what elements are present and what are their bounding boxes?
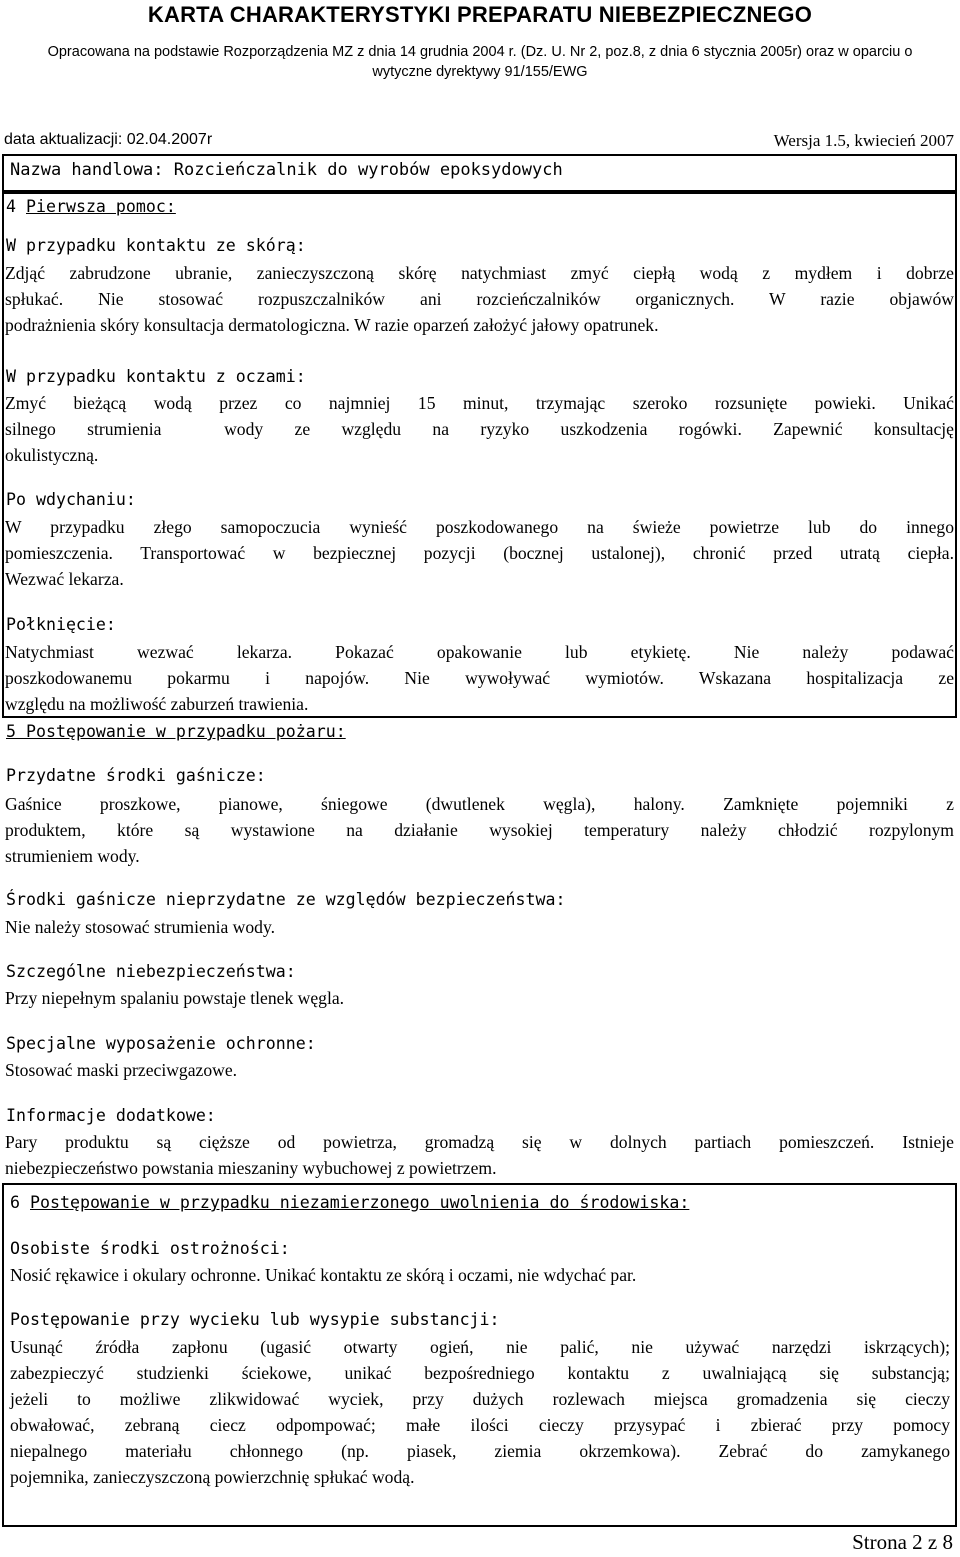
text-line: Wezwać lekarza.	[5, 569, 124, 589]
text-line: silnego strumienia wody ze względu na ryzyko uszkodzenia rogówki. Zapewnić konsultację	[5, 419, 954, 439]
section-4-title: Pierwsza pomoc:	[26, 197, 176, 216]
personal-precautions-text	[10, 1262, 954, 1288]
inhalation-heading: Po wdychaniu:	[6, 490, 136, 509]
text-line: niebezpieczeństwo powstania mieszaniny wybuchowej z powietrzem.	[5, 1158, 497, 1178]
text-line: spłukać. Nie stosować rozpuszczalników ani rozcieńczalników organicznych. W razie objawów	[5, 289, 954, 309]
text-line: Usunąć źródła zapłonu (ugasić otwarty ogień, nie palić, nie używać narzędzi iskrzących);	[10, 1337, 950, 1357]
document-subtitle	[20, 42, 940, 82]
document-title: KARTA CHARAKTERYSTYKI PREPARATU NIEBEZPIECZNEGO	[147, 2, 813, 27]
additional-info-heading: Informacje dodatkowe:	[6, 1106, 216, 1125]
text-line: Natychmiast wezwać lekarza. Pokazać opakowanie lub etykietę. Nie należy podawać	[5, 642, 954, 662]
special-hazards-heading: Szczególne niebezpieczeństwa:	[6, 962, 296, 981]
text-line: Przy niepełnym spalaniu powstaje tlenek węgla.	[5, 988, 345, 1008]
update-date: data aktualizacji: 02.04.2007r	[4, 131, 213, 148]
suitable-media-heading: Przydatne środki gaśnicze:	[6, 766, 266, 785]
text-line: pomieszczenia. Transportować w bezpiecznej pozycji (bocznej ustalonej), chronić przed utratą ciepła.	[5, 543, 954, 563]
ingestion-text	[5, 639, 954, 717]
section-6-heading	[10, 1193, 689, 1212]
subtitle-line-1: Opracowana na podstawie Rozporządzenia MZ z dnia 14 grudnia 2004 r. (Dz. U. Nr 2, poz.8, z dnia 6 stycznia 2005r) oraz w oparciu o	[47, 44, 913, 60]
suitable-media-text	[5, 791, 954, 869]
text-line: okulistyczną.	[5, 445, 99, 465]
protective-equipment-heading: Specjalne wyposażenie ochronne:	[6, 1034, 316, 1053]
section-6-number: 6	[10, 1193, 20, 1212]
text-line: Gaśnice proszkowe, pianowe, śniegowe (dwutlenek węgla), halony. Zamknięte pojemniki z	[5, 794, 954, 814]
text-line: Nosić rękawice i okulary ochronne. Unikać kontaktu ze skórą i oczami, nie wdychać par.	[10, 1265, 637, 1285]
additional-info-text	[5, 1129, 954, 1181]
text-line: strumieniem wody.	[5, 846, 140, 866]
unsuitable-media-text	[5, 914, 954, 940]
text-line: względu na możliwość zaburzeń trawienia.	[5, 694, 309, 714]
text-line: pojemnika, zanieczyszczoną powierzchnię spłukać wodą.	[10, 1467, 415, 1487]
special-hazards-text	[5, 985, 954, 1011]
spill-procedure-text	[10, 1334, 950, 1490]
ingestion-heading: Połknięcie:	[6, 615, 116, 634]
skin-contact-heading: W przypadku kontaktu ze skórą:	[6, 236, 306, 255]
section-4-heading	[6, 197, 176, 216]
eye-contact-heading: W przypadku kontaktu z oczami:	[6, 367, 306, 386]
section-6-title: Postępowanie w przypadku niezamierzonego uwolnienia do środowiska:	[30, 1193, 690, 1212]
text-line: Stosować maski przeciwgazowe.	[5, 1060, 238, 1080]
text-line: Zdjąć zabrudzone ubranie, zanieczyszczoną skórę natychmiast zmyć ciepłą wodą z mydłem i dobrze	[5, 263, 954, 283]
trade-name: Nazwa handlowa: Rozcieńczalnik do wyrobów epoksydowych	[10, 160, 563, 180]
eye-contact-text	[5, 390, 954, 468]
section-5-title: Postępowanie w przypadku pożaru:	[26, 722, 346, 741]
text-line: W przypadku złego samopoczucia wynieść poszkodowanego na świeże powietrze lub do innego	[5, 517, 954, 537]
unsuitable-media-heading: Środki gaśnicze nieprzydatne ze względów bezpieczeństwa:	[6, 890, 566, 909]
section-5-heading	[6, 722, 346, 741]
spill-procedure-heading: Postępowanie przy wycieku lub wysypie substancji:	[10, 1310, 500, 1329]
personal-precautions-heading: Osobiste środki ostrożności:	[10, 1239, 290, 1258]
protective-equipment-text	[5, 1057, 954, 1083]
inhalation-text	[5, 514, 954, 592]
text-line: obwałować, zebraną ciecz odpompować; małe ilości cieczy przysypać i zbierać przy pomocy	[10, 1415, 950, 1435]
text-line: jeżeli to możliwe zlikwidować wyciek, przy dużych rozlewach miejsca gromadzenia się cieczy	[10, 1389, 950, 1409]
subtitle-line-2: wytyczne dyrektywy 91/155/EWG	[372, 64, 588, 80]
text-line: produktem, które są wystawione na działanie wysokiej temperatury należy chłodzić rozpylonym	[5, 820, 954, 840]
text-line: Zmyć bieżącą wodą przez co najmniej 15 minut, trzymając szeroko rozsunięte powieki. Unikać	[5, 393, 954, 413]
text-line: poszkodowanemu pokarmu i napojów. Nie wywoływać wymiotów. Wskazana hospitalizacja ze	[5, 668, 954, 688]
version-label: Wersja 1.5, kwiecień 2007	[773, 131, 954, 150]
text-line: zabezpieczyć studzienki ściekowe, unikać bezpośredniego kontaktu z uwalniającą się substancją;	[10, 1363, 950, 1383]
text-line: podrażnienia skóry konsultacja dermatologiczna. W razie oparzeń założyć jałowy opatrunek.	[5, 315, 659, 335]
text-line: Pary produktu są cięższe od powietrza, gromadzą się w dolnych partiach pomieszczeń. Istnieje	[5, 1132, 954, 1152]
section-4-number: 4	[6, 197, 16, 216]
page-number: Strona 2 z 8	[852, 1530, 953, 1554]
text-line: Nie należy stosować strumienia wody.	[5, 917, 276, 937]
section-5-number: 5	[6, 722, 16, 741]
skin-contact-text	[5, 260, 954, 338]
text-line: niepalnego materiału chłonnego (np. piasek, ziemia okrzemkowa). Zebrać do zamykanego	[10, 1441, 950, 1461]
